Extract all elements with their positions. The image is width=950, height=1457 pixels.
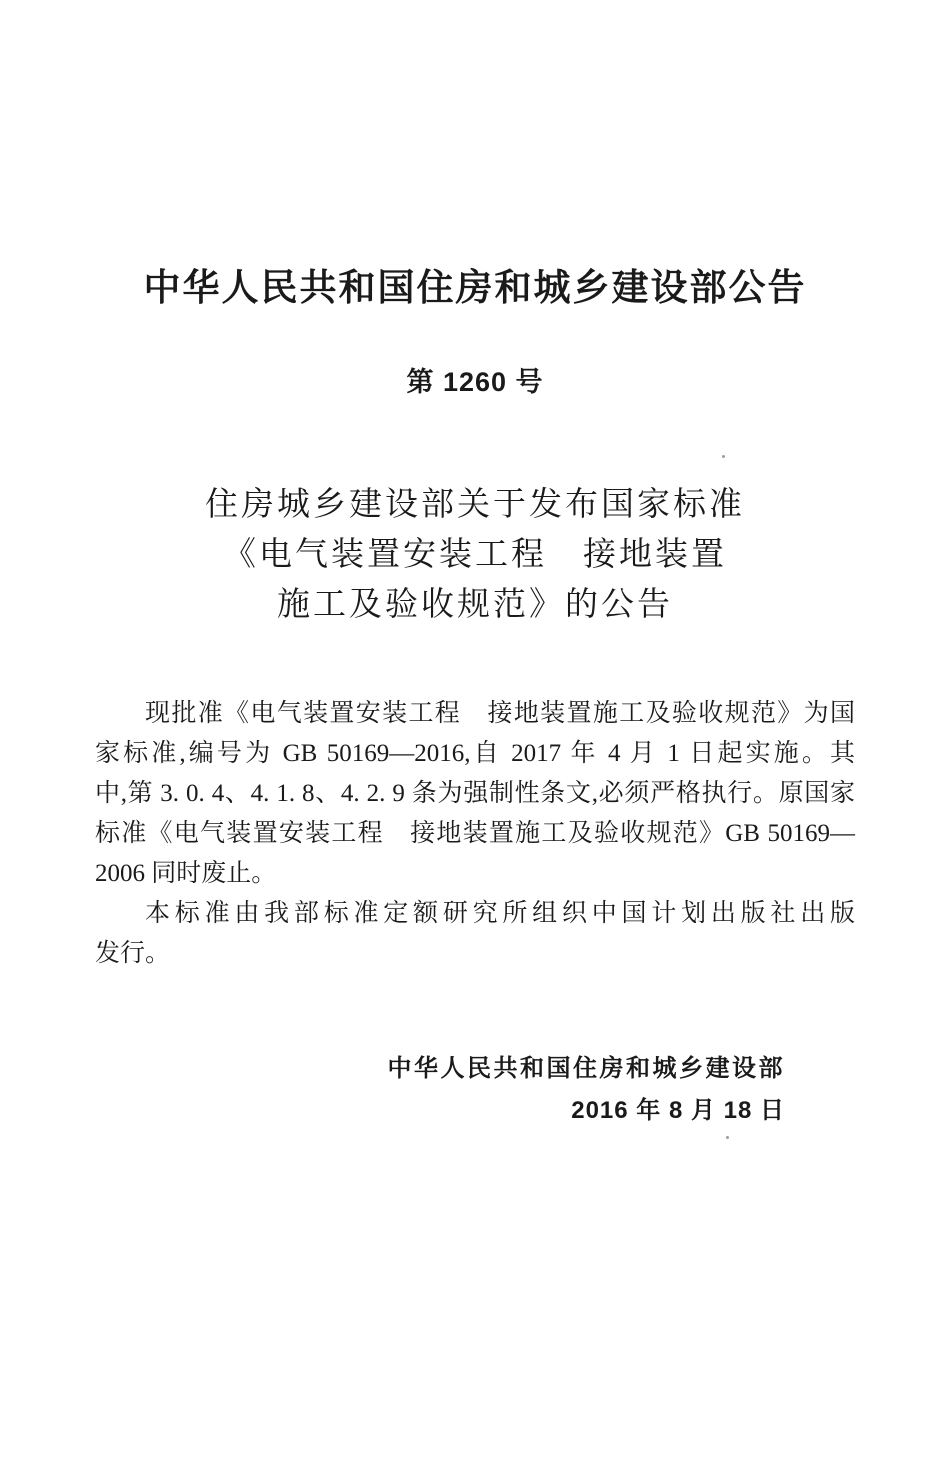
subtitle-line: 住房城乡建设部关于发布国家标准 (205, 487, 745, 523)
subtitle-line: 《电气装置安装工程 接地装置 (223, 537, 727, 573)
body-line: 家标准,编号为 GB 50169—2016,自 2017 年 4 月 1 日起实施。其 (95, 740, 855, 767)
issuing-authority: 中华人民共和国住房和城乡建设部 (387, 1055, 785, 1082)
body-line: 发行。 (95, 940, 171, 967)
issue-date: 2016 年 8 月 18 日 (571, 1097, 785, 1124)
body-line: 中,第 3. 0. 4、4. 1. 8、4. 2. 9 条为强制性条文,必须严格执行。原国家 (95, 780, 855, 807)
announcement-title: 中华人民共和国住房和城乡建设部公告 (143, 267, 807, 308)
scan-speck (722, 455, 725, 458)
body-line: 本标准由我部标准定额研究所组织中国计划出版社出版 (145, 900, 855, 927)
scan-speck (726, 1136, 729, 1139)
document-number: 第 1260 号 (406, 367, 544, 397)
subtitle-line: 施工及验收规范》的公告 (277, 587, 673, 623)
body-line: 标准《电气装置安装工程 接地装置施工及验收规范》GB 50169— (95, 820, 855, 847)
standard-title-heading (0, 480, 950, 630)
body-line: 2006 同时废止。 (95, 860, 277, 887)
signature-block (0, 1048, 785, 1132)
body-text (95, 694, 855, 974)
body-line: 现批准《电气装置安装工程 接地装置施工及验收规范》为国 (145, 700, 855, 727)
